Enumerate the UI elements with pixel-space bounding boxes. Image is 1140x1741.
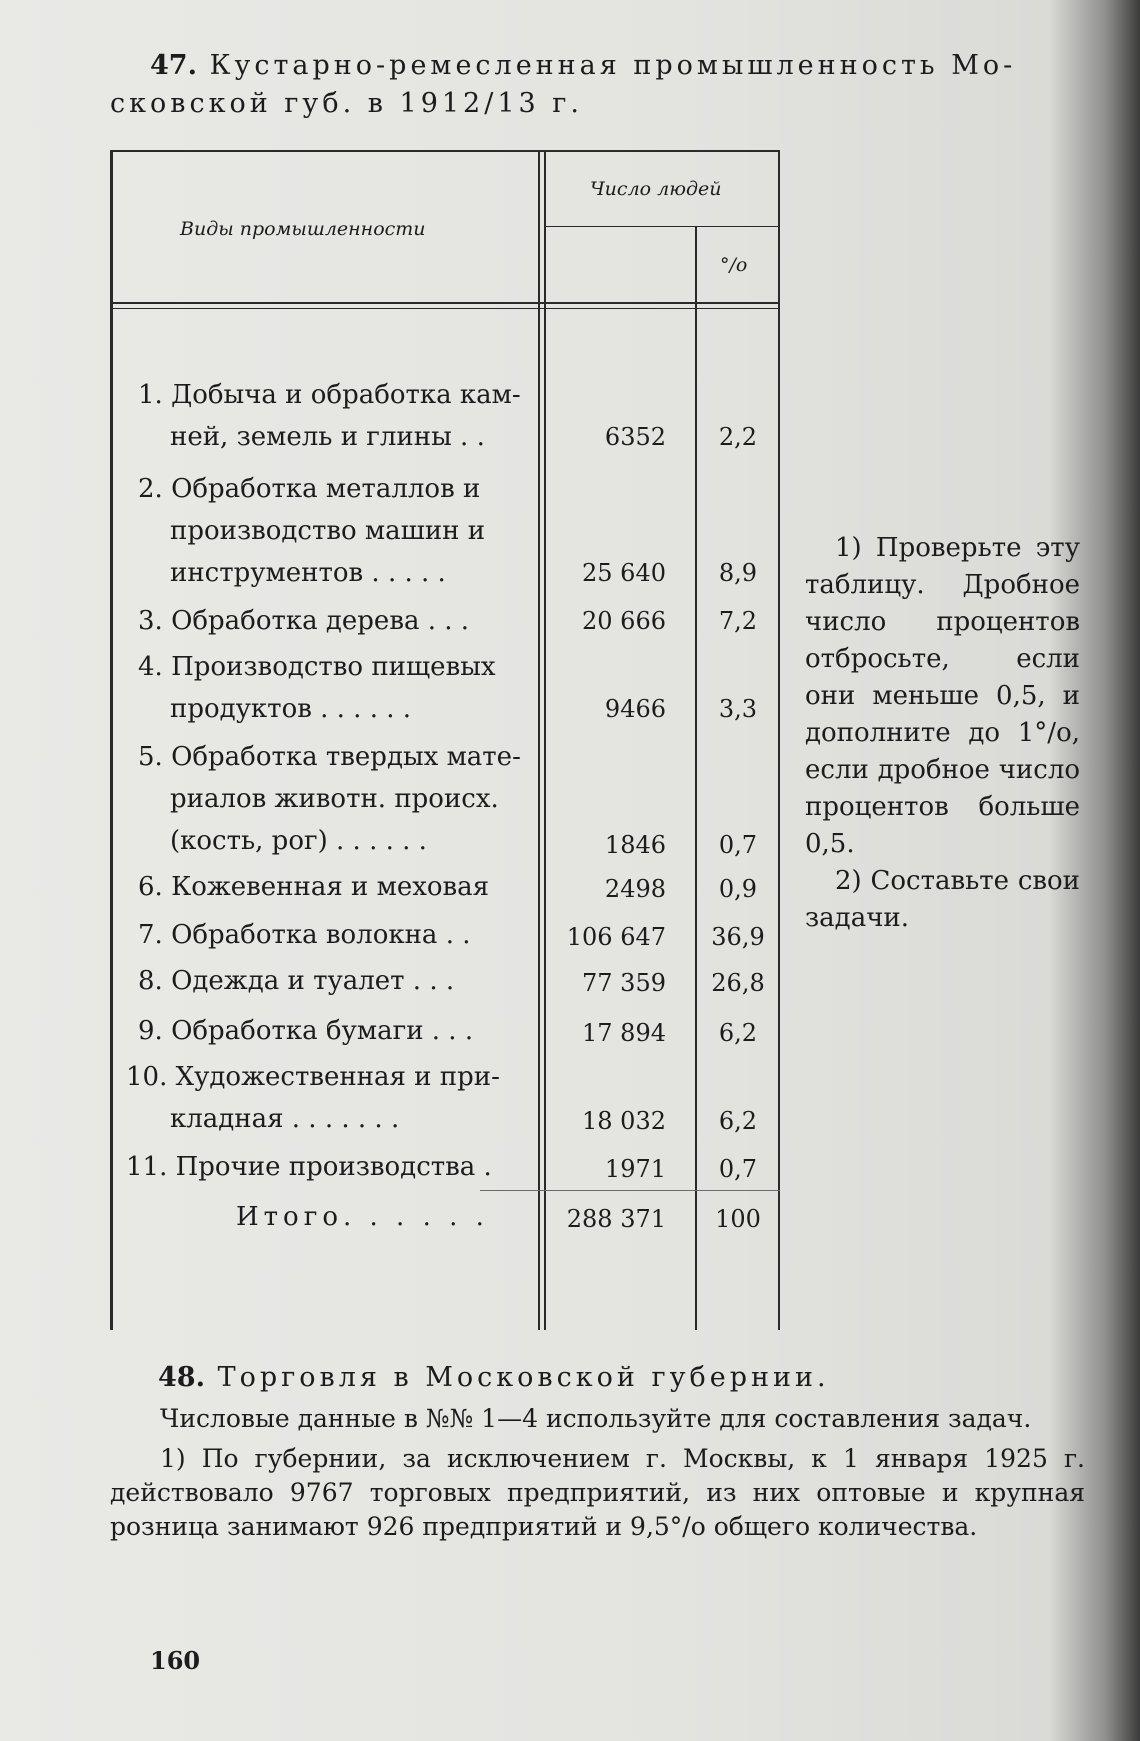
row-8-count: 77 359 xyxy=(582,969,666,997)
header-industry: Виды промышленности xyxy=(180,218,426,240)
row-4-count: 9466 xyxy=(604,695,666,723)
row-2-line-1: 2. Обработка металлов и xyxy=(138,474,481,504)
side-note-p1: 1) Проверьте эту таблицу. Дробное число процентов отбросьте, если они меньше 0,5, и дополните до 1°/о, если дробное число процентов больше 0,5. xyxy=(805,533,1080,859)
total-label: Итого. . . . . . xyxy=(236,1202,489,1232)
total-percent: 100 xyxy=(715,1205,761,1233)
table-col-divider-1b xyxy=(544,150,546,1330)
row-10-line-2: кладная . . . . . . . xyxy=(170,1104,400,1134)
row-6-count: 2498 xyxy=(604,875,666,903)
row-8-line-1: 8. Одежда и туалет . . . xyxy=(138,966,455,996)
row-5-percent: 0,7 xyxy=(718,831,758,859)
section-48-item-1: 1) По губернии, за исключением г. Москвы, к 1 января 1925 г. действовало 9767 торговых предприятий, из них оптовые и крупная розница занимают 926 предприятий и 9,5°/о общего количества. xyxy=(110,1444,1085,1541)
row-1-count: 6352 xyxy=(604,423,666,451)
row-9-count: 17 894 xyxy=(582,1019,666,1047)
section-48-number: 48. xyxy=(158,1362,205,1393)
row-8-percent: 26,8 xyxy=(711,969,765,997)
table-col-divider-2 xyxy=(695,226,697,1330)
row-10-count: 18 032 xyxy=(582,1107,666,1135)
row-6-percent: 0,9 xyxy=(718,875,758,903)
section-48-intro: Числовые данные в №№ 1—4 используйте для составления задач. xyxy=(160,1404,1032,1433)
header-subdivider xyxy=(544,226,780,227)
row-11-line-1: 11. Прочие производства . xyxy=(126,1152,492,1182)
row-5-line-2: риалов животн. происх. xyxy=(170,784,499,814)
section-47-title-line1: 47. Кустарно-ремесленная промышленность Мо- xyxy=(150,50,1017,81)
section-47-title-line2: сковской губ. в 1912/13 г. xyxy=(110,88,583,119)
row-4-line-2: продуктов . . . . . . xyxy=(170,694,412,724)
section-48-body xyxy=(110,1402,1085,1544)
row-5-line-3: (кость, рог) . . . . . . xyxy=(170,826,427,856)
row-10-percent: 6,2 xyxy=(718,1107,758,1135)
industry-table xyxy=(110,150,780,1330)
total-divider-line xyxy=(480,1190,780,1191)
row-11-count: 1971 xyxy=(604,1155,666,1183)
side-note xyxy=(805,530,1080,937)
row-5-count: 1846 xyxy=(604,831,666,859)
row-4-percent: 3,3 xyxy=(718,695,758,723)
header-percent: °/о xyxy=(720,254,748,276)
table-left-border xyxy=(110,150,113,1330)
row-11-percent: 0,7 xyxy=(718,1155,758,1183)
row-3-count: 20 666 xyxy=(582,607,666,635)
row-10-line-1: 10. Художественная и при- xyxy=(126,1062,500,1092)
row-1-percent: 2,2 xyxy=(718,423,758,451)
row-4-line-1: 4. Производство пищевых xyxy=(138,652,496,682)
row-6-line-1: 6. Кожевенная и меховая xyxy=(138,872,490,902)
row-7-line-1: 7. Обработка волокна . . xyxy=(138,920,471,950)
row-2-line-3: инструментов . . . . . xyxy=(170,558,446,588)
row-9-line-1: 9. Обработка бумаги . . . xyxy=(138,1016,474,1046)
row-2-percent: 8,9 xyxy=(718,559,758,587)
row-3-line-1: 3. Обработка дерева . . . xyxy=(138,606,470,636)
header-people: Число людей xyxy=(590,178,722,200)
row-1-line-1: 1. Добыча и обработка кам- xyxy=(138,380,521,410)
row-7-percent: 36,9 xyxy=(711,923,765,951)
header-bottom-line-2 xyxy=(110,308,780,309)
table-top-border xyxy=(110,150,780,152)
side-note-p2: 2) Составьте свои задачи. xyxy=(805,866,1080,933)
row-9-percent: 6,2 xyxy=(718,1019,758,1047)
row-2-line-2: производство машин и xyxy=(170,516,486,546)
table-right-border xyxy=(778,150,780,1330)
section-47-number: 47. xyxy=(150,50,197,81)
row-5-line-1: 5. Обработка твердых мате- xyxy=(138,742,521,772)
row-1-line-2: ней, земель и глины . . xyxy=(170,422,485,452)
table-col-divider-1a xyxy=(538,150,540,1330)
total-count: 288 371 xyxy=(566,1205,666,1233)
page-number: 160 xyxy=(150,1646,201,1675)
row-3-percent: 7,2 xyxy=(718,607,758,635)
row-2-count: 25 640 xyxy=(582,559,666,587)
header-bottom-line-1 xyxy=(110,302,780,304)
row-7-count: 106 647 xyxy=(566,923,666,951)
section-48-title: 48. Торговля в Московской губернии. xyxy=(158,1362,830,1393)
